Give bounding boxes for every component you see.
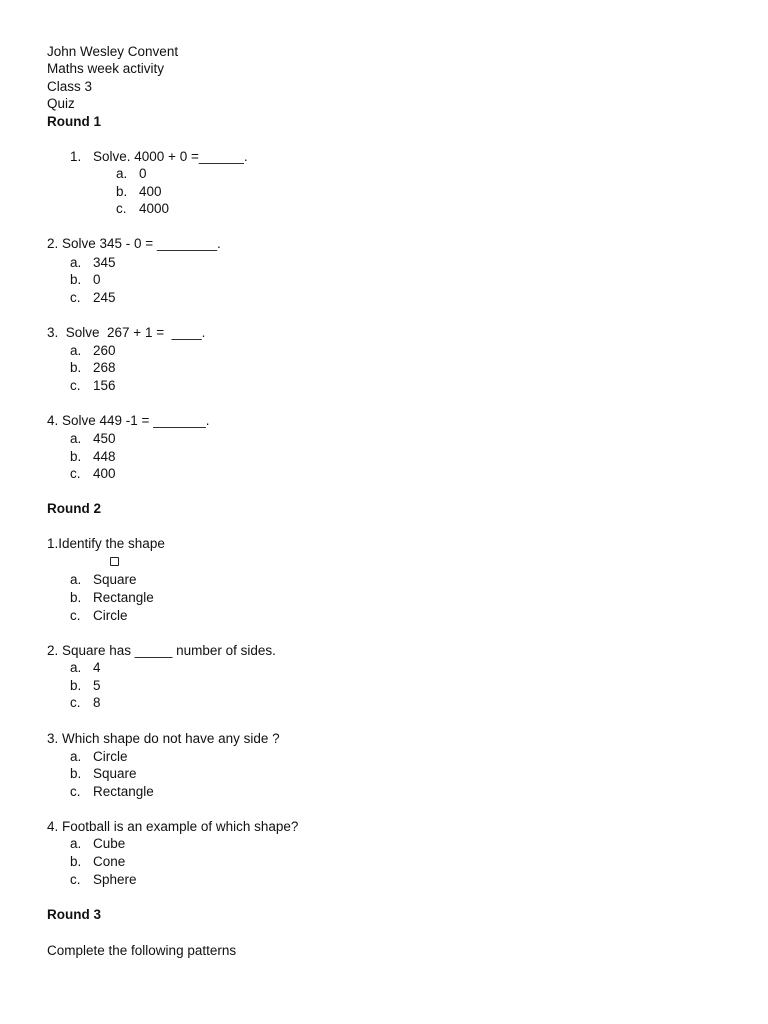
round-1-heading: Round 1 xyxy=(47,114,101,129)
r3-instruction: Complete the following patterns xyxy=(47,943,237,958)
r2-q1-option-c: Circle xyxy=(93,608,128,623)
r1-q3-text: 3. Solve 267 + 1 = ____. xyxy=(47,325,206,340)
r1-q4-option-a: 450 xyxy=(93,431,116,446)
r2-q2-option-a: 4 xyxy=(93,660,101,675)
r2-q4-option-b-label: b. xyxy=(70,854,82,869)
r2-q3-option-a: Circle xyxy=(93,749,128,764)
r2-q3-text: 3. Which shape do not have any side ? xyxy=(47,731,280,746)
r1-q3-option-b: 268 xyxy=(93,360,116,375)
r2-q1-option-b-label: b. xyxy=(70,590,82,605)
r2-q1-option-a: Square xyxy=(93,572,137,587)
r1-q3-option-a: 260 xyxy=(93,343,116,358)
r2-q2-option-b-label: b. xyxy=(70,678,82,693)
r1-q1-option-a-label: a. xyxy=(116,166,128,181)
r2-q2-option-c-label: c. xyxy=(70,695,81,710)
r1-q4-option-a-label: a. xyxy=(70,431,82,446)
r1-q3-option-c-label: c. xyxy=(70,378,81,393)
r2-q2-option-c: 8 xyxy=(93,695,101,710)
r2-q2-option-b: 5 xyxy=(93,678,101,693)
r2-q4-option-c-label: c. xyxy=(70,872,81,887)
r2-q3-option-b-label: b. xyxy=(70,766,82,781)
r2-q3-option-b: Square xyxy=(93,766,137,781)
r2-q4-text: 4. Football is an example of which shape? xyxy=(47,819,299,834)
r1-q2-option-a: 345 xyxy=(93,255,116,270)
class-label: Class 3 xyxy=(47,79,93,94)
r2-q2-text: 2. Square has _____ number of sides. xyxy=(47,643,276,658)
r2-q4-option-a: Cube xyxy=(93,836,126,851)
r2-q2-option-a-label: a. xyxy=(70,660,82,675)
quiz-label: Quiz xyxy=(47,96,75,111)
r2-q1-option-a-label: a. xyxy=(70,572,82,587)
r2-q4-option-b: Cone xyxy=(93,854,126,869)
square-shape-icon xyxy=(110,557,119,566)
r2-q4-option-c: Sphere xyxy=(93,872,137,887)
school-name: John Wesley Convent xyxy=(47,44,179,59)
r2-q3-option-c: Rectangle xyxy=(93,784,154,799)
r2-q4-option-a-label: a. xyxy=(70,836,82,851)
r1-q1-option-c-label: c. xyxy=(116,201,127,216)
r1-q4-option-b: 448 xyxy=(93,449,116,464)
r1-q1-option-b-label: b. xyxy=(116,184,128,199)
r1-q2-text: 2. Solve 345 - 0 = ________. xyxy=(47,236,221,251)
r1-q2-option-c-label: c. xyxy=(70,290,81,305)
r2-q3-option-a-label: a. xyxy=(70,749,82,764)
activity-title: Maths week activity xyxy=(47,61,165,76)
r2-q1-option-b: Rectangle xyxy=(93,590,154,605)
round-3-heading: Round 3 xyxy=(47,907,101,922)
r1-q3-option-a-label: a. xyxy=(70,343,82,358)
r1-q2-option-a-label: a. xyxy=(70,255,82,270)
r1-q1-text: Solve. 4000 + 0 =______. xyxy=(93,149,248,164)
round-2-heading: Round 2 xyxy=(47,501,101,516)
r1-q4-option-c-label: c. xyxy=(70,466,81,481)
r2-q1-text: 1.Identify the shape xyxy=(47,536,165,551)
r1-q1-option-a: 0 xyxy=(139,166,147,181)
r1-q4-text: 4. Solve 449 -1 = _______. xyxy=(47,413,210,428)
r1-q3-option-c: 156 xyxy=(93,378,116,393)
r1-q1-option-b: 400 xyxy=(139,184,162,199)
r1-q2-option-c: 245 xyxy=(93,290,116,305)
r2-q1-option-c-label: c. xyxy=(70,608,81,623)
r2-q3-option-c-label: c. xyxy=(70,784,81,799)
r1-q1-number: 1. xyxy=(70,149,82,164)
r1-q2-option-b-label: b. xyxy=(70,272,82,287)
r1-q1-option-c: 4000 xyxy=(139,201,170,216)
r1-q4-option-b-label: b. xyxy=(70,449,82,464)
r1-q2-option-b: 0 xyxy=(93,272,101,287)
r1-q3-option-b-label: b. xyxy=(70,360,82,375)
r1-q4-option-c: 400 xyxy=(93,466,116,481)
